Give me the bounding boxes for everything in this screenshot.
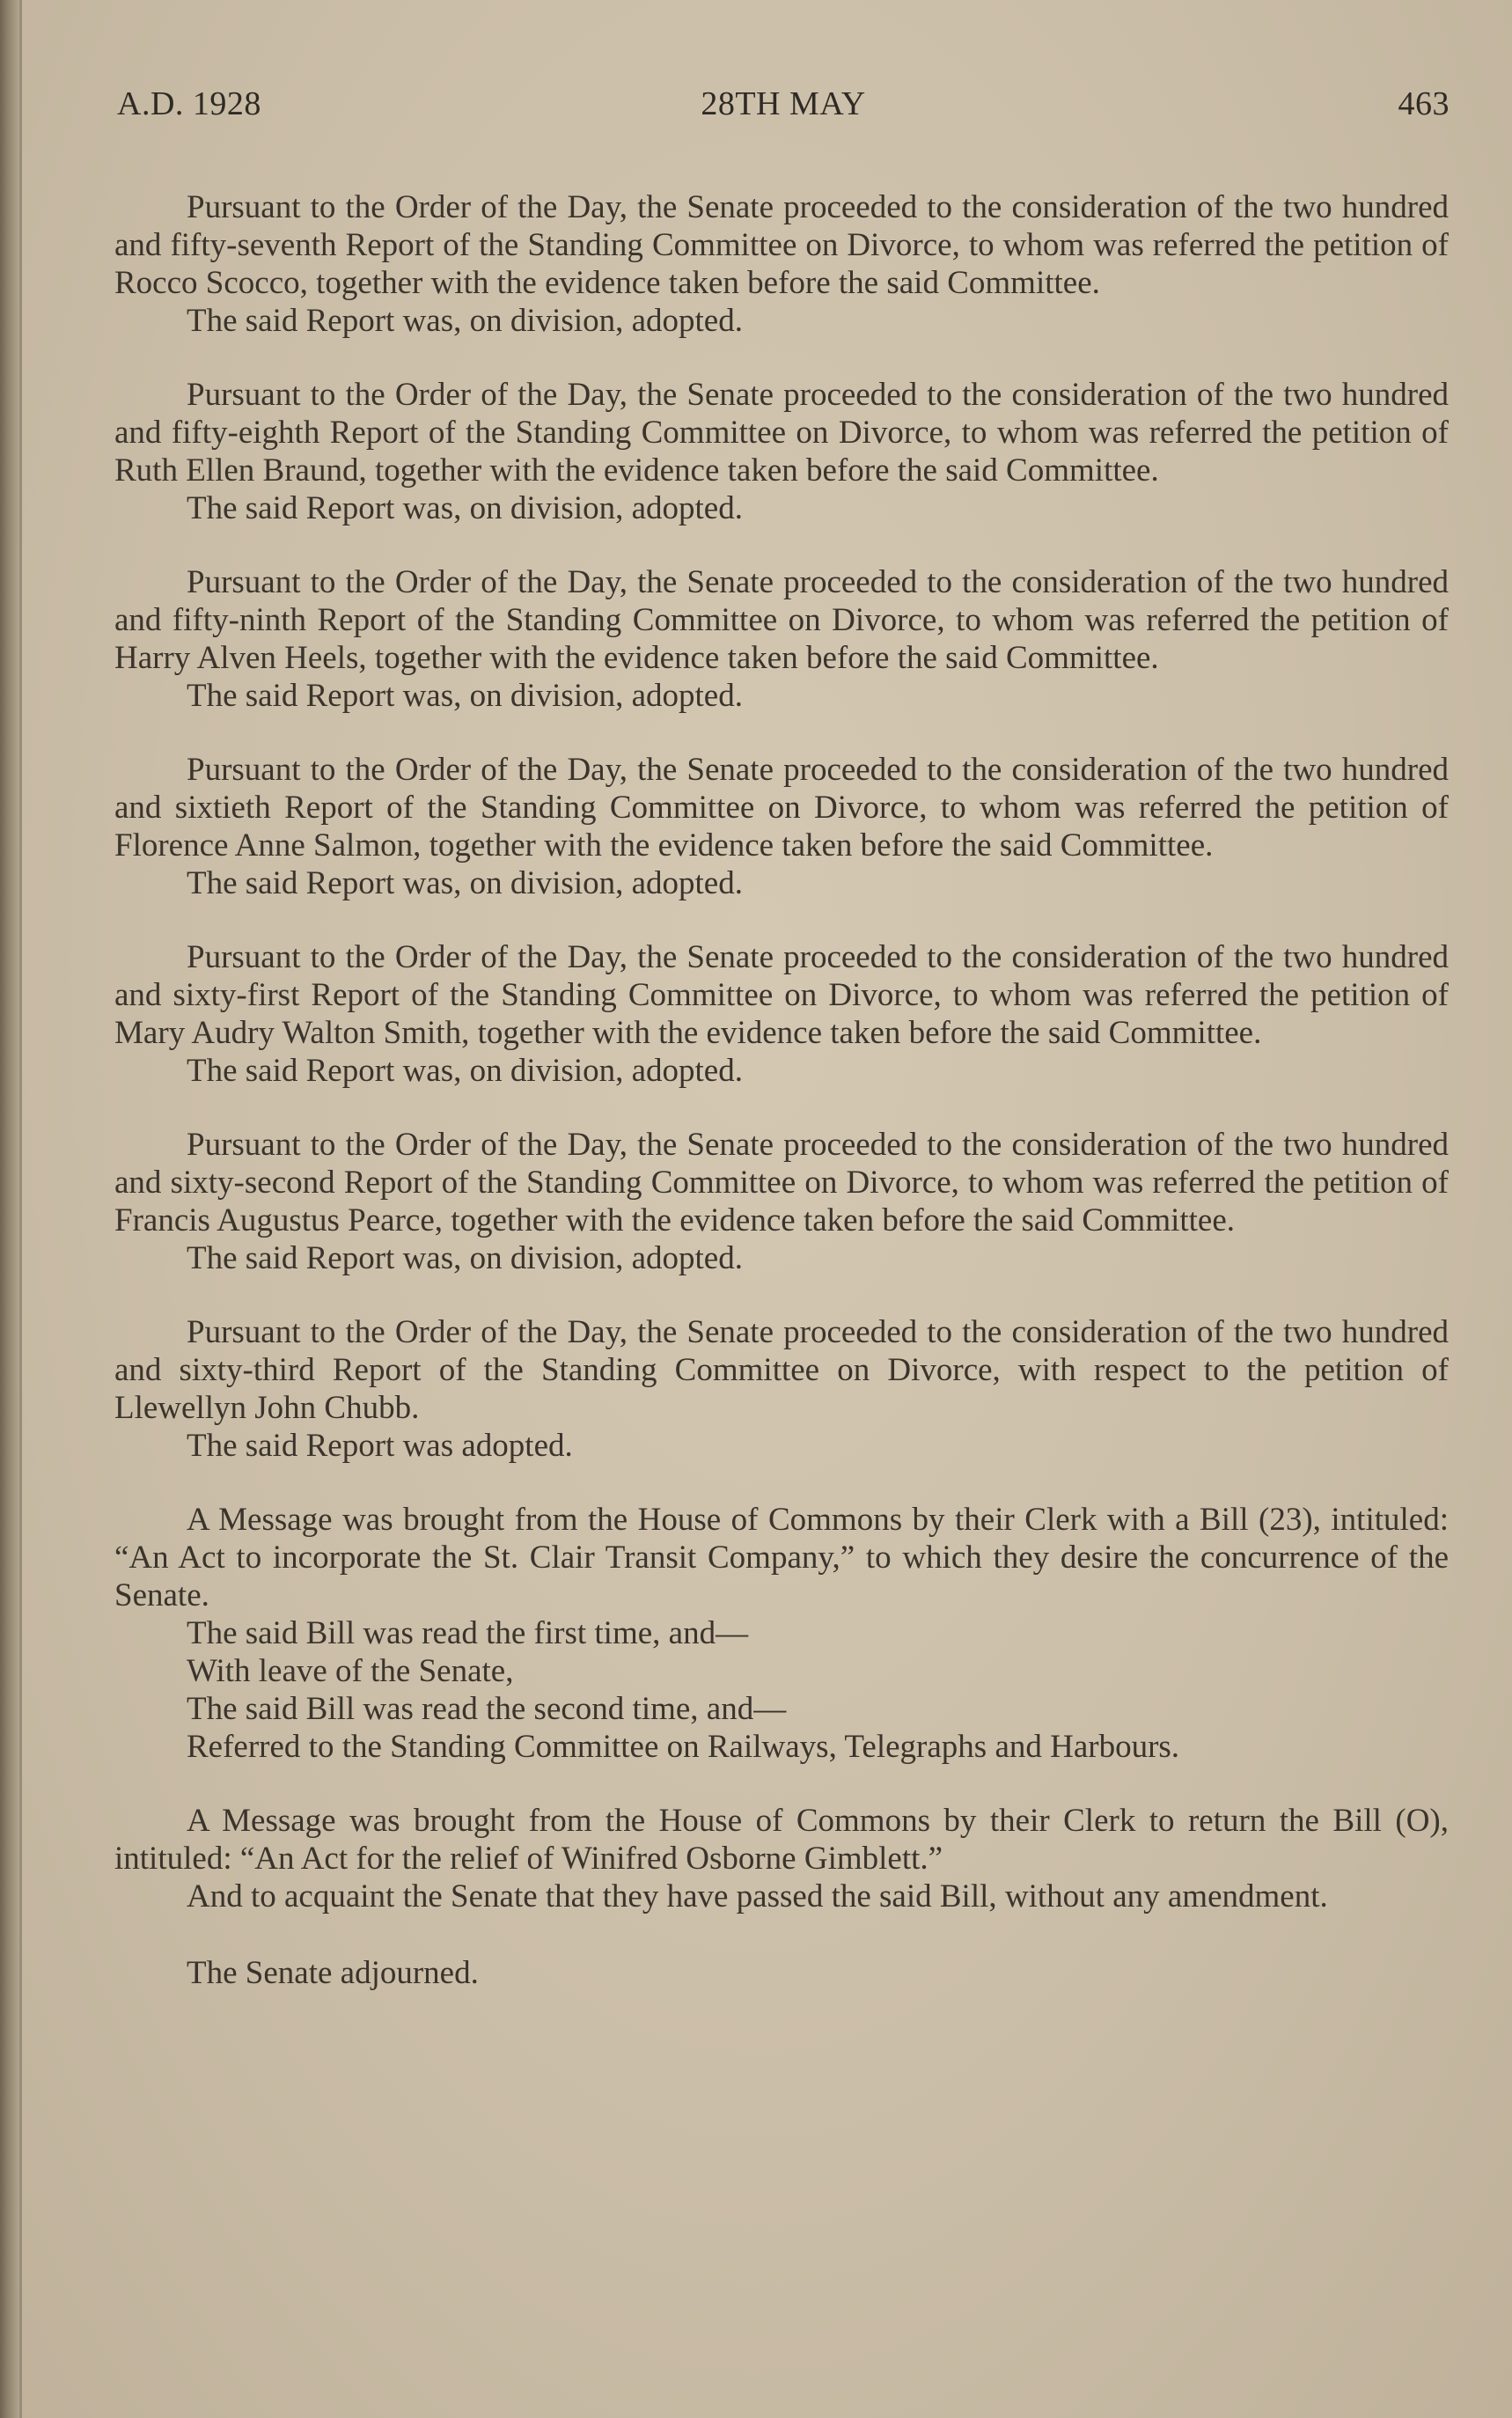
header-date: 28TH MAY xyxy=(701,85,866,122)
entry-report-260 xyxy=(114,751,1449,902)
entry-paragraph: Pursuant to the Order of the Day, the Senate proceeded to the consideration of the two hundred and sixty-third Report of the Standing Committee on Divorce, with respect to the petition of Llewellyn John Chubb. xyxy=(114,1314,1449,1426)
journal-body xyxy=(114,188,1449,2028)
entry-report-263 xyxy=(114,1313,1449,1465)
header-year: A.D. 1928 xyxy=(117,85,261,122)
entry-bill-23-message xyxy=(114,1501,1449,1766)
entry-paragraph: Pursuant to the Order of the Day, the Senate proceeded to the consideration of the two hundred and sixty-second Report of the Standing Committee on Divorce, to whom was referred the petition of Francis Augustus Pearce, together with the evidence taken before the said Committee. xyxy=(114,1127,1449,1238)
entry-first-reading: The said Bill was read the first time, and— xyxy=(187,1615,749,1651)
book-spine-shadow xyxy=(0,0,19,2418)
entry-report-258 xyxy=(114,376,1449,527)
entry-paragraph: A Message was brought from the House of Commons by their Clerk with a Bill (23), intituled: “An Act to incorporate the St. Clair Transit Company,” to which they desire the concurrence of the Senate. xyxy=(114,1502,1449,1613)
running-header xyxy=(117,85,1450,137)
entry-resolution: The said Report was, on division, adopted. xyxy=(187,303,743,339)
entry-paragraph: Pursuant to the Order of the Day, the Senate proceeded to the consideration of the two hundred and fifty-ninth Report of the Standing Committee on Divorce, to whom was referred the petition of Harry Alven Heels, together with the evidence taken before the said Committee. xyxy=(114,564,1449,676)
page-number: 463 xyxy=(1398,85,1450,122)
entry-resolution: The said Report was adopted. xyxy=(187,1428,573,1464)
entry-paragraph: Pursuant to the Order of the Day, the Senate proceeded to the consideration of the two hundred and sixty-first Report of the Standing Committee on Divorce, to whom was referred the petition of Mary Audry Walton Smith, together with the evidence taken before the said Committee. xyxy=(114,939,1449,1051)
entry-paragraph: Pursuant to the Order of the Day, the Senate proceeded to the consideration of the two hundred and fifty-seventh Report of the Standing Committee on Divorce, to whom was referred the petition of Rocco Scocco, together with the evidence taken before the said Committee. xyxy=(114,189,1449,301)
entry-report-262 xyxy=(114,1126,1449,1277)
entry-report-257 xyxy=(114,188,1449,340)
entry-resolution: The said Report was, on division, adopted. xyxy=(187,1053,743,1089)
entry-second-reading: The said Bill was read the second time, and— xyxy=(187,1691,787,1727)
entry-paragraph: Pursuant to the Order of the Day, the Senate proceeded to the consideration of the two hundred and fifty-eighth Report of the Standing Committee on Divorce, to whom was referred the petition of Ruth Ellen Braund, together with the evidence taken before the said Committee. xyxy=(114,377,1449,489)
entry-referral: Referred to the Standing Committee on Railways, Telegraphs and Harbours. xyxy=(187,1729,1180,1765)
entry-acquaint: And to acquaint the Senate that they have passed the said Bill, without any amendment. xyxy=(187,1878,1328,1915)
adjournment-text: The Senate adjourned. xyxy=(187,1955,479,1991)
entry-leave: With leave of the Senate, xyxy=(187,1653,514,1689)
entry-bill-o-message xyxy=(114,1802,1449,1915)
entry-report-259 xyxy=(114,563,1449,715)
entry-resolution: The said Report was, on division, adopted. xyxy=(187,865,743,901)
entry-adjournment xyxy=(114,1954,1449,1992)
entry-paragraph: A Message was brought from the House of Commons by their Clerk to return the Bill (O), intituled: “An Act for the relief of Winifred Osborne Gimblett.” xyxy=(114,1803,1449,1877)
entry-resolution: The said Report was, on division, adopted. xyxy=(187,1240,743,1276)
entry-paragraph: Pursuant to the Order of the Day, the Senate proceeded to the consideration of the two hundred and sixtieth Report of the Standing Committee on Divorce, to whom was referred the petition of Florence Anne Salmon, together with the evidence taken before the said Committee. xyxy=(114,752,1449,864)
entry-resolution: The said Report was, on division, adopted. xyxy=(187,678,743,714)
gutter-line xyxy=(19,0,22,2418)
entry-report-261 xyxy=(114,938,1449,1090)
entry-resolution: The said Report was, on division, adopted. xyxy=(187,490,743,526)
